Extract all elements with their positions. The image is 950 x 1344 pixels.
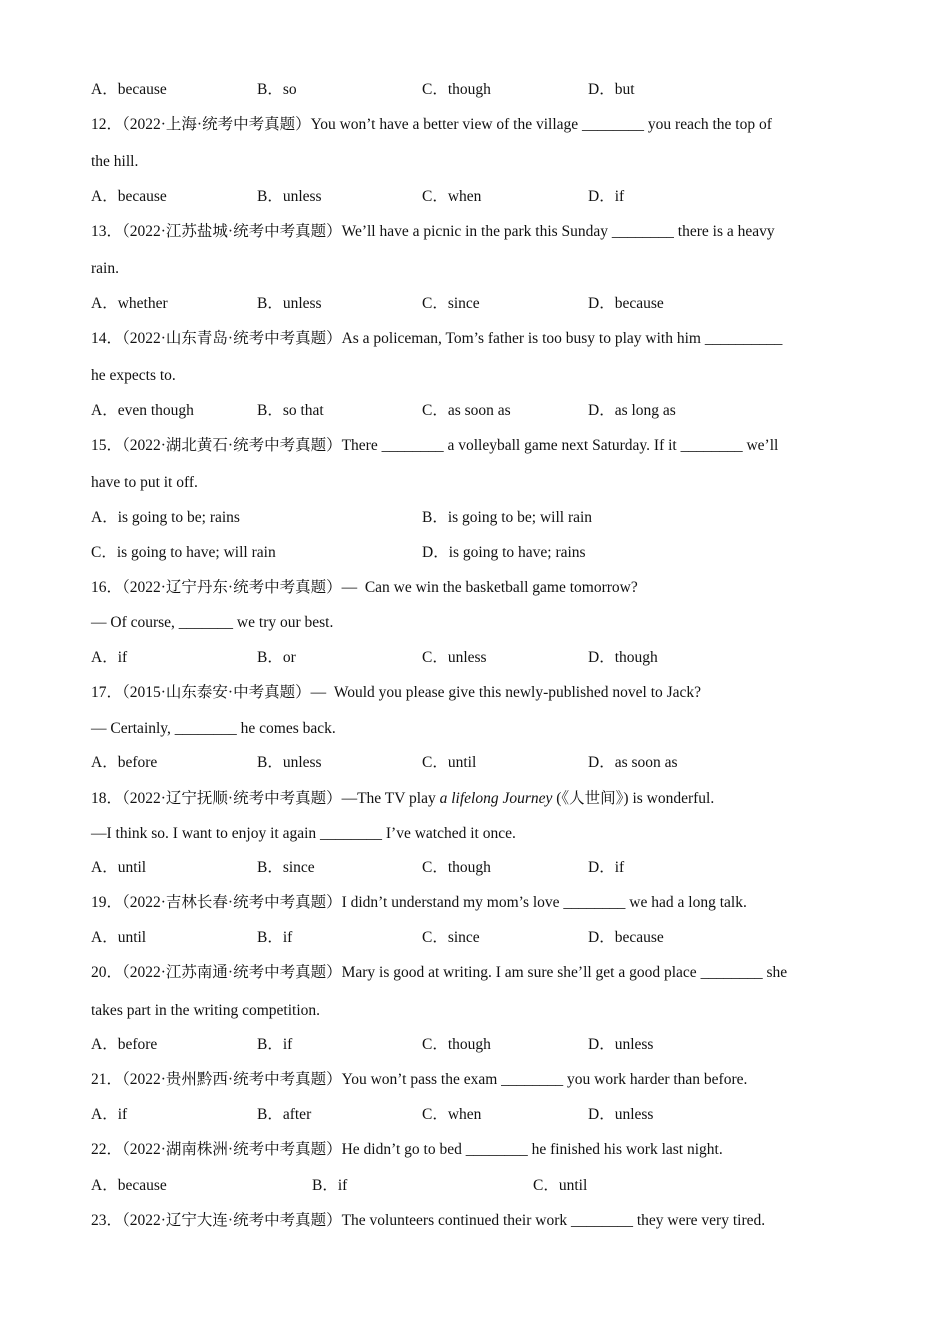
- q17-options: [91, 755, 950, 775]
- q15-options-row1: [91, 510, 950, 530]
- q15-stem: 15．（2022·湖北黄石·统考中考真题）There ________ a volleyball game next Saturday. If it ________ we’ll: [91, 437, 779, 454]
- q13-option-d: D．because: [588, 295, 664, 312]
- q23-stem: 23．（2022·辽宁大连·统考中考真题）The volunteers continued their work ________ they were very tired.: [91, 1212, 766, 1229]
- q18-stem-cont: —I think so. I want to enjoy it again ________ I’ve watched it once.: [91, 825, 516, 842]
- q17-option-d: D．as soon as: [588, 754, 678, 771]
- q13-option-b: B．unless: [257, 295, 322, 312]
- q16-option-b: B．or: [257, 649, 296, 666]
- q13-stem: 13．（2022·江苏盐城·统考中考真题）We’ll have a picnic in the park this Sunday ________ there is a heavy: [91, 223, 775, 240]
- q19-option-d: D．because: [588, 929, 664, 946]
- q16-option-d: D．though: [588, 649, 658, 666]
- q11-option-b: B．so: [257, 81, 297, 98]
- q13-option-a: A．whether: [91, 295, 168, 312]
- q13-option-c: C．since: [422, 295, 480, 312]
- q19-stem: 19．（2022·吉林长春·统考中考真题）I didn’t understand my mom’s love ________ we had a long talk.: [91, 894, 747, 911]
- q18-stem-prefix: 18．（2022·辽宁抚顺·统考中考真题）—The TV play: [91, 790, 440, 807]
- q12-option-d: D．if: [588, 188, 625, 205]
- q12-option-a: A．because: [91, 188, 167, 205]
- q15-options-row2: [91, 545, 950, 565]
- q11-option-d: D．but: [588, 81, 635, 98]
- q22-option-a: A．because: [91, 1177, 167, 1194]
- q11-option-c: C．though: [422, 81, 491, 98]
- q17-stem-cont: — Certainly, ________ he comes back.: [91, 720, 336, 737]
- q18-option-a: A．until: [91, 859, 147, 876]
- q22-stem: 22．（2022·湖南株洲·统考中考真题）He didn’t go to bed ________ he finished his work last night.: [91, 1141, 723, 1158]
- q17-option-c: C．until: [422, 754, 477, 771]
- q11-option-a: A．because: [91, 81, 167, 98]
- q20-option-b: B．if: [257, 1036, 293, 1053]
- q16-stem: 16．（2022·辽宁丹东·统考中考真题）— Can we win the basketball game tomorrow?: [91, 579, 638, 596]
- q20-options: [91, 1037, 950, 1057]
- q19-option-a: A．until: [91, 929, 147, 946]
- q15-option-b: B．is going to be; will rain: [422, 509, 593, 526]
- q15-option-d: D．is going to have; rains: [422, 544, 586, 561]
- q21-option-a: A．if: [91, 1106, 128, 1123]
- q18-option-b: B．since: [257, 859, 315, 876]
- q15-option-a: A．is going to be; rains: [91, 509, 240, 526]
- q20-stem: 20．（2022·江苏南通·统考中考真题）Mary is good at writing. I am sure she’ll get a good place ________ she: [91, 964, 788, 981]
- q14-stem: 14．（2022·山东青岛·统考中考真题）As a policeman, Tom’s father is too busy to play with him __________: [91, 330, 783, 347]
- q19-options: [91, 930, 950, 950]
- q14-option-b: B．so that: [257, 402, 324, 419]
- q21-option-c: C．when: [422, 1106, 482, 1123]
- q21-options: [91, 1107, 950, 1127]
- q21-stem: 21．（2022·贵州黔西·统考中考真题）You won’t pass the exam ________ you work harder than before.: [91, 1071, 748, 1088]
- q19-option-b: B．if: [257, 929, 293, 946]
- q13-stem-cont: rain.: [91, 260, 119, 277]
- q20-option-c: C．though: [422, 1036, 491, 1053]
- q11-options: [91, 82, 950, 102]
- q12-stem: 12．（2022·上海·统考中考真题）You won’t have a better view of the village ________ you reach the top of: [91, 116, 772, 133]
- q22-option-b: B．if: [312, 1177, 348, 1194]
- q18-stem: [91, 791, 714, 807]
- q15-option-c: C．is going to have; will rain: [91, 544, 276, 561]
- q18-stem-suffix: (《人世间》) is wonderful.: [552, 790, 715, 807]
- q16-stem-cont: — Of course, _______ we try our best.: [91, 614, 334, 631]
- q14-option-a: A．even though: [91, 402, 194, 419]
- q18-options: [91, 860, 950, 880]
- q22-option-c: C．until: [533, 1177, 588, 1194]
- q21-option-d: D．unless: [588, 1106, 654, 1123]
- q16-option-c: C．unless: [422, 649, 487, 666]
- q17-stem: 17．（2015·山东泰安·中考真题）— Would you please give this newly-published novel to Jack?: [91, 684, 702, 701]
- q14-option-c: C．as soon as: [422, 402, 511, 419]
- q21-option-b: B．after: [257, 1106, 312, 1123]
- q13-options: [91, 296, 950, 316]
- q18-option-c: C．though: [422, 859, 491, 876]
- q15-stem-cont: have to put it off.: [91, 474, 198, 491]
- q14-stem-cont: he expects to.: [91, 367, 176, 384]
- q14-options: [91, 403, 950, 423]
- q19-option-c: C．since: [422, 929, 480, 946]
- q20-option-a: A．before: [91, 1036, 158, 1053]
- q17-option-b: B．unless: [257, 754, 322, 771]
- q14-option-d: D．as long as: [588, 402, 676, 419]
- q20-stem-cont: takes part in the writing competition.: [91, 1002, 321, 1019]
- q18-stem-title: a lifelong Journey: [439, 790, 553, 807]
- q17-option-a: A．before: [91, 754, 158, 771]
- q12-option-c: C．when: [422, 188, 482, 205]
- q18-option-d: D．if: [588, 859, 625, 876]
- q12-stem-cont: the hill.: [91, 153, 139, 170]
- q16-options: [91, 650, 950, 670]
- q12-option-b: B．unless: [257, 188, 322, 205]
- q22-options: [91, 1178, 950, 1198]
- q16-option-a: A．if: [91, 649, 128, 666]
- q20-option-d: D．unless: [588, 1036, 654, 1053]
- q12-options: [91, 189, 950, 209]
